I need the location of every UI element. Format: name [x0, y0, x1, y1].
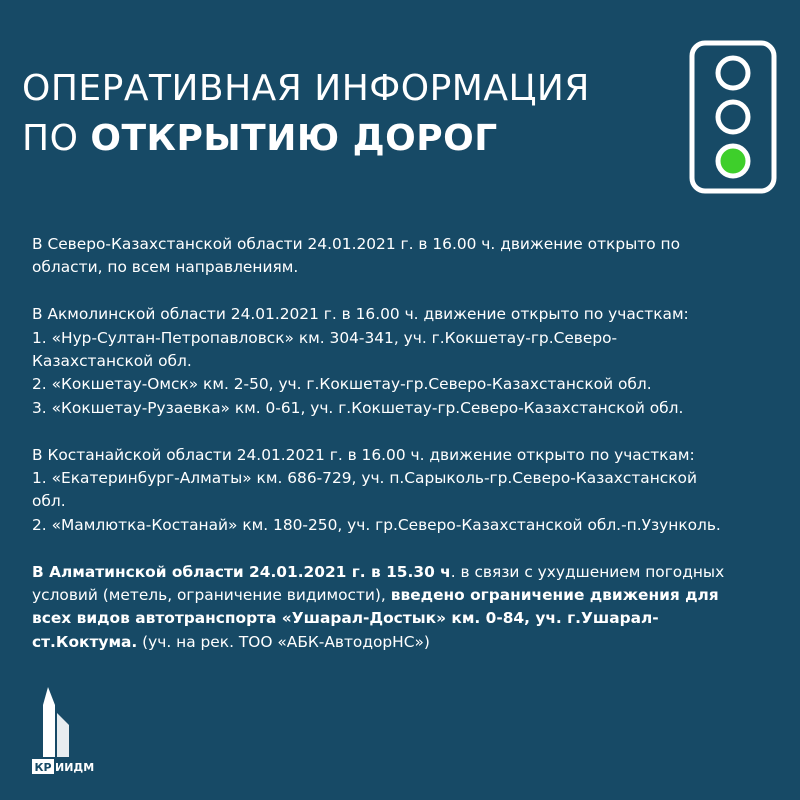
- text-line: 1. «Нур-Султан-Петропавловск» км. 304-341, уч. г.Кокшетау-гр.Северо-: [32, 328, 618, 347]
- text-line: 1. «Екатеринбург-Алматы» км. 686-729, уч. п.Сарыколь-гр.Северо-Казахстанской: [32, 469, 697, 488]
- section-akmola: [32, 303, 772, 420]
- title-line-2-regular: ПО: [22, 118, 91, 159]
- kriidm-logo-icon: [30, 685, 110, 775]
- bold-text: введено ограничение движения для: [390, 586, 719, 605]
- text-line: всех видов автотранспорта «Ушарал-Достык» км. 0-84, уч. г.Ушарал-: [32, 609, 659, 628]
- text-line: [32, 561, 772, 584]
- traffic-light-icon: [689, 40, 777, 194]
- regular-text: (уч. на рек. ТОО «АБК-АвтодорНС»): [137, 632, 430, 651]
- text-line: Казахстанской обл.: [32, 352, 192, 371]
- title-line-2-bold: ОТКРЫТИЮ ДОРОГ: [90, 118, 498, 159]
- text-line: [32, 631, 772, 654]
- page-title: [22, 64, 590, 164]
- text-line: В Акмолинской области 24.01.2021 г. в 16.00 ч. движение открыто по участкам:: [32, 305, 689, 324]
- text-line: [32, 584, 772, 607]
- text-line: 2. «Кокшетау-Омск» км. 2-50, уч. г.Кокшетау-гр.Северо-Казахстанской обл.: [32, 375, 652, 394]
- text-line: обл.: [32, 492, 66, 511]
- bold-text: ст.Коктума.: [32, 632, 138, 651]
- text-line: 2. «Мамлютка-Костанай» км. 180-250, уч. гр.Северо-Казахстанской обл.-п.Узунколь.: [32, 515, 721, 534]
- text-line: В Костанайской области 24.01.2021 г. в 16.00 ч. движение открыто по участкам:: [32, 445, 695, 464]
- title-line-2: [22, 114, 590, 164]
- logo-text-part-1: КР: [34, 761, 52, 774]
- section-almaty: [32, 561, 772, 655]
- title-line-1: ОПЕРАТИВНАЯ ИНФОРМАЦИЯ: [22, 68, 590, 109]
- section-north-kazakhstan: [32, 233, 772, 280]
- section-kostanay: [32, 444, 772, 538]
- bold-text: В Алматинской области 24.01.2021 г. в 15.30 ч: [32, 562, 451, 581]
- regular-text: . в связи с ухудшением погодных: [450, 562, 725, 581]
- text-line: В Северо-Казахстанской области 24.01.2021 г. в 16.00 ч. движение открыто по: [32, 235, 681, 253]
- info-content: [32, 233, 772, 678]
- logo-text-part-2: ИИДМ: [55, 761, 95, 774]
- regular-text: условий (метель, ограничение видимости),: [32, 586, 391, 605]
- text-line: 3. «Кокшетау-Рузаевка» км. 0-61, уч. г.Кокшетау-гр.Северо-Казахстанской обл.: [32, 398, 684, 417]
- text-line: области, по всем направлениям.: [32, 258, 299, 277]
